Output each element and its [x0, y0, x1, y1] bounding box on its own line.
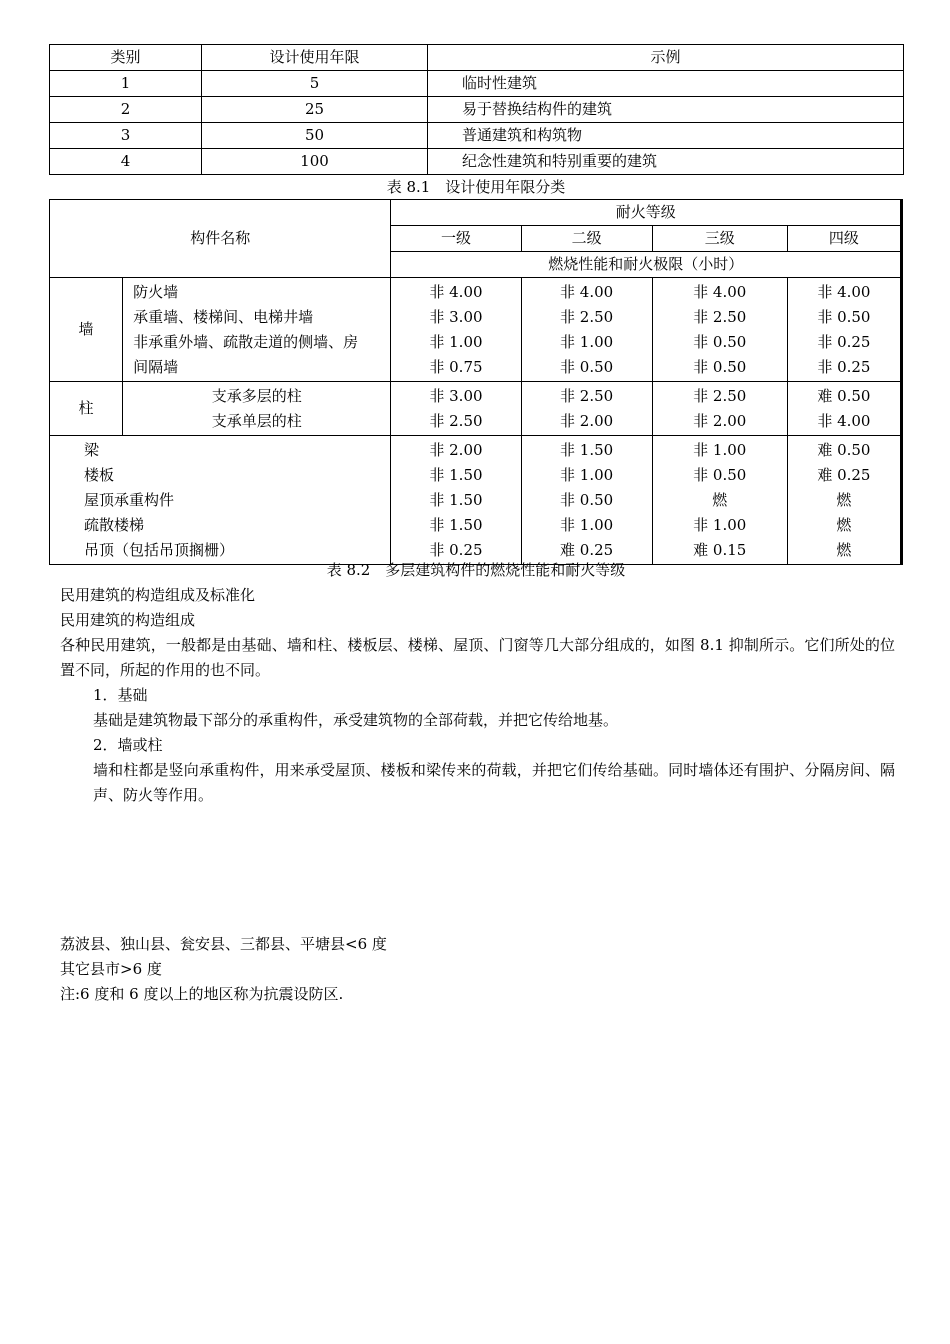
grade-values	[787, 278, 901, 382]
component-name: 防火墙	[133, 283, 179, 301]
component-names	[123, 278, 391, 382]
table-cell: 纪念性建筑和特别重要的建筑	[428, 149, 904, 175]
table-cell: 难 0.15	[693, 541, 747, 559]
table-cell: 非 1.50	[429, 516, 483, 534]
table-cell: 50	[202, 123, 428, 149]
table-cell: 易于替换结构件的建筑	[428, 97, 904, 123]
table-cell: 燃	[836, 541, 852, 559]
component-name: 承重墙、楼梯间、电梯井墙	[133, 308, 314, 326]
table-cell: 非 4.00	[429, 283, 483, 301]
table-cell: 非 0.50	[693, 466, 747, 484]
table-cell: 非 1.50	[429, 491, 483, 509]
group-label-wall: 墙	[50, 278, 123, 382]
grade-values	[521, 278, 652, 382]
column-header: 设计使用年限	[202, 45, 428, 71]
table-cell: 燃	[836, 491, 852, 509]
table-cell: 100	[202, 149, 428, 175]
table-cell: 非 1.00	[560, 333, 614, 351]
table-cell: 难 0.50	[817, 387, 871, 405]
table-cell: 非 4.00	[693, 283, 747, 301]
fire-resistance-table	[49, 199, 903, 565]
table-row	[50, 123, 904, 149]
item-title: 1．基础	[93, 686, 148, 704]
item-title: 2．墙或柱	[93, 736, 163, 754]
grade-label: 一级	[391, 226, 521, 252]
table-cell: 1	[50, 71, 202, 97]
table-cell: 非 0.50	[560, 491, 614, 509]
grade-label: 二级	[521, 226, 652, 252]
component-header: 构件名称	[50, 200, 391, 278]
subsection-heading: 民用建筑的构造组成	[60, 611, 196, 629]
table-caption: 表 8.2 多层建筑构件的燃烧性能和耐火等级	[326, 561, 626, 579]
table-cell: 难 0.50	[817, 441, 871, 459]
grade-values	[521, 382, 652, 436]
grade-values	[787, 436, 901, 565]
component-name: 屋顶承重构件	[84, 491, 175, 509]
table-header-row	[50, 45, 904, 71]
table-cell: 非 0.25	[817, 358, 871, 376]
table-cell: 临时性建筑	[428, 71, 904, 97]
table-cell: 4	[50, 149, 202, 175]
table-header-row	[50, 200, 902, 226]
table-cell: 非 0.50	[693, 333, 747, 351]
grade-values	[521, 436, 652, 565]
table-cell: 非 1.50	[429, 466, 483, 484]
note-line: 其它县市>6 度	[60, 960, 162, 978]
table-cell: 非 2.00	[429, 441, 483, 459]
table-cell: 非 3.00	[429, 308, 483, 326]
component-name: 疏散楼梯	[84, 516, 145, 534]
grade-values	[652, 382, 787, 436]
table-row	[50, 149, 904, 175]
table-cell: 非 4.00	[817, 412, 871, 430]
table-cell: 燃	[836, 516, 852, 534]
component-name: 支承多层的柱	[211, 387, 302, 405]
grade-label: 三级	[652, 226, 787, 252]
table-cell: 非 0.25	[429, 541, 483, 559]
table-cell: 非 4.00	[817, 283, 871, 301]
table-cell: 非 2.50	[693, 387, 747, 405]
section-heading: 民用建筑的构造组成及标准化	[60, 586, 256, 604]
table-cell: 非 1.50	[560, 441, 614, 459]
grade-values	[391, 382, 521, 436]
note-line: 荔波县、独山县、瓮安县、三都县、平塘县<6 度	[60, 935, 387, 953]
table-row	[50, 97, 904, 123]
grade-values	[787, 382, 901, 436]
table-cell: 非 3.00	[429, 387, 483, 405]
grade-header: 耐火等级	[391, 200, 902, 226]
component-name: 非承重外墙、疏散走道的侧墙、房	[133, 333, 359, 351]
table-cell: 非 4.00	[560, 283, 614, 301]
table-cell: 25	[202, 97, 428, 123]
table-cell: 非 2.50	[429, 412, 483, 430]
table-cell: 非 2.50	[560, 387, 614, 405]
table-row-wall	[50, 278, 902, 382]
table-cell: 非 0.75	[429, 358, 483, 376]
table-row	[50, 71, 904, 97]
table-cell: 非 0.25	[817, 333, 871, 351]
table-cell: 非 1.00	[560, 516, 614, 534]
table-cell: 非 0.50	[817, 308, 871, 326]
table-cell: 非 2.00	[560, 412, 614, 430]
grade-label: 四级	[787, 226, 901, 252]
component-name: 梁	[84, 441, 100, 459]
component-name: 支承单层的柱	[211, 412, 302, 430]
group-label-column: 柱	[50, 382, 123, 436]
table-cell: 难 0.25	[560, 541, 614, 559]
table-caption: 表 8.1 设计使用年限分类	[386, 178, 566, 196]
table-cell: 非 0.50	[693, 358, 747, 376]
table-cell: 燃	[712, 491, 728, 509]
table-cell: 非 0.50	[560, 358, 614, 376]
table-cell: 非 1.00	[693, 441, 747, 459]
table-cell: 3	[50, 123, 202, 149]
item-text: 基础是建筑物最下部分的承重构件，承受建筑物的全部荷载，并把它传给地基。	[93, 711, 619, 729]
table-cell: 2	[50, 97, 202, 123]
table-cell: 5	[202, 71, 428, 97]
table-cell: 普通建筑和构筑物	[428, 123, 904, 149]
component-names	[50, 436, 391, 565]
limit-header: 燃烧性能和耐火极限（小时）	[391, 252, 902, 278]
table-cell: 非 1.00	[429, 333, 483, 351]
table-cell: 非 2.00	[693, 412, 747, 430]
grade-values	[391, 278, 521, 382]
table-cell: 难 0.25	[817, 466, 871, 484]
component-name: 吊顶（包括吊顶搁栅）	[84, 541, 235, 559]
service-life-table	[49, 44, 904, 175]
grade-values	[391, 436, 521, 565]
column-header: 类别	[50, 45, 202, 71]
note-line: 注:6 度和 6 度以上的地区称为抗震设防区.	[60, 985, 344, 1003]
item-text: 墙和柱都是竖向承重构件，用来承受屋顶、楼板和梁传来的荷载，并把它们传给基础。同时墙体还有围护、分隔房间、隔声、防火等作用。	[93, 761, 895, 804]
intro-paragraph: 各种民用建筑，一般都是由基础、墙和柱、楼板层、楼梯、屋顶、门窗等几大部分组成的，如图 8.1 抑制所示。它们所处的位置不同，所起的作用的也不同。	[60, 636, 895, 679]
table-cell: 非 2.50	[693, 308, 747, 326]
component-name: 楼板	[84, 466, 115, 484]
table-row-column	[50, 382, 902, 436]
component-names	[123, 382, 391, 436]
grade-values	[652, 436, 787, 565]
column-header: 示例	[428, 45, 904, 71]
table-row-other	[50, 436, 902, 565]
grade-values	[652, 278, 787, 382]
table-cell: 非 2.50	[560, 308, 614, 326]
component-name: 间隔墙	[133, 358, 179, 376]
table-cell: 非 1.00	[693, 516, 747, 534]
table-cell: 非 1.00	[560, 466, 614, 484]
